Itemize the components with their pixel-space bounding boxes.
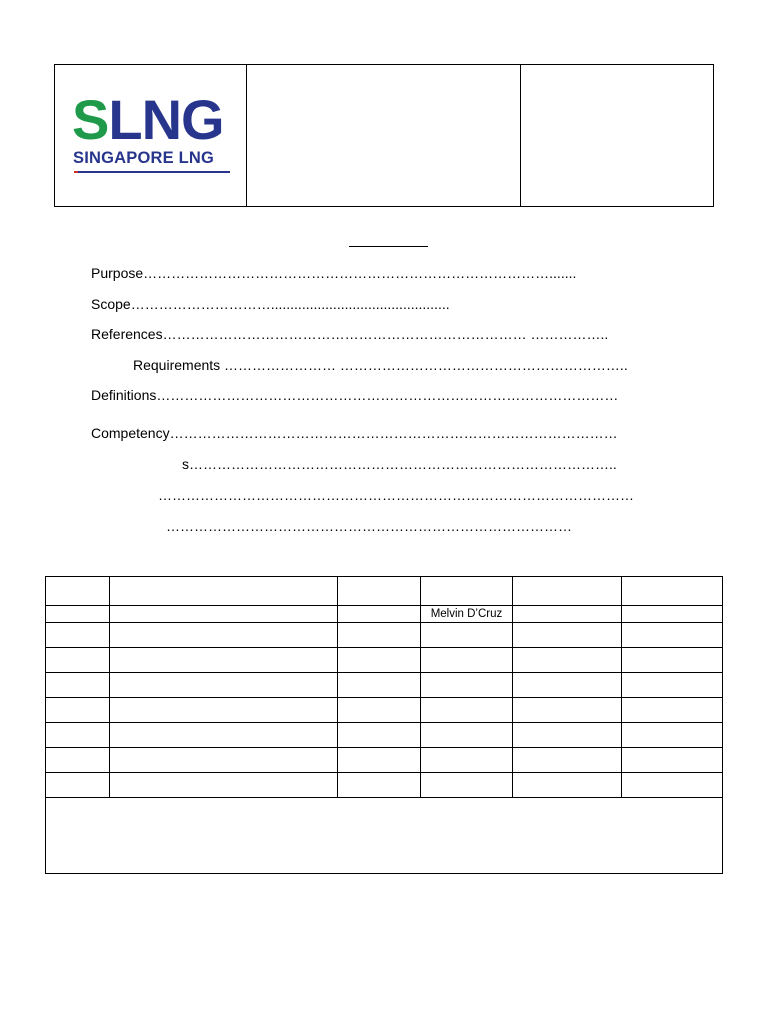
table-cell [338, 577, 421, 606]
table-cell [110, 673, 338, 698]
table-cell [421, 748, 513, 773]
notes-cell [46, 798, 723, 874]
table-cell [513, 773, 622, 798]
table-row [46, 748, 723, 773]
document-header [54, 64, 714, 207]
table-cell [421, 673, 513, 698]
table-cell [622, 673, 723, 698]
toc-definitions: Definitions……………………………………………………………………………………… [91, 387, 619, 403]
table-cell [421, 698, 513, 723]
approver-name-cell: Melvin D’Cruz [421, 606, 513, 623]
table-cell [110, 606, 338, 623]
table-cell [338, 748, 421, 773]
table-cell [421, 623, 513, 648]
table-cell [46, 698, 110, 723]
table-cell [110, 623, 338, 648]
table-row [46, 606, 723, 623]
table-row [46, 577, 723, 606]
table-row [46, 623, 723, 648]
table-cell [46, 606, 110, 623]
table-cell [46, 673, 110, 698]
table-cell [110, 723, 338, 748]
table-footer-row [46, 798, 723, 874]
table-cell [338, 606, 421, 623]
toc-item-blank-2: …………………………………………………………………………… [166, 518, 572, 534]
table-cell [513, 606, 622, 623]
table-cell [622, 748, 723, 773]
toc-purpose: Purpose……………………………………………………………………………....... [91, 265, 577, 281]
table-cell [338, 698, 421, 723]
logo-accent [74, 171, 78, 173]
toc-references: References…………………………………………………………………… …………….. [91, 326, 609, 342]
table-cell [110, 577, 338, 606]
logo-underline [74, 171, 230, 173]
table-cell [513, 623, 622, 648]
table-cell [421, 723, 513, 748]
table-row [46, 723, 723, 748]
toc-scope: Scope………………………….............................................. [91, 296, 450, 312]
table-cell [110, 698, 338, 723]
table-cell [46, 723, 110, 748]
table-row [46, 648, 723, 673]
table-cell [110, 748, 338, 773]
table-cell [46, 648, 110, 673]
table-cell [110, 773, 338, 798]
table-cell [622, 773, 723, 798]
table-row [46, 773, 723, 798]
logo-subtitle: SINGAPORE LNG [73, 149, 215, 167]
table-cell [338, 723, 421, 748]
revision-table [45, 576, 723, 874]
table-cell [513, 698, 622, 723]
table-cell [513, 648, 622, 673]
table-cell [421, 648, 513, 673]
table-cell [622, 723, 723, 748]
table-cell [338, 648, 421, 673]
table-row [46, 698, 723, 723]
table-cell [622, 606, 723, 623]
toc-requirements: Requirements …………………… …………………………………………………….. [133, 357, 628, 373]
table-row [46, 673, 723, 698]
table-cell [421, 577, 513, 606]
table-cell [513, 748, 622, 773]
table-cell [110, 648, 338, 673]
header-info-cell [521, 65, 714, 207]
toc-item-s: s……………………………………………………………………………….. [182, 456, 617, 472]
table-cell [622, 648, 723, 673]
table-cell [46, 577, 110, 606]
toc-competency: Competency…………………………………………………………………………………… [91, 425, 618, 441]
table-cell [46, 623, 110, 648]
header-title-cell [247, 65, 521, 207]
table-cell [513, 577, 622, 606]
table-cell [622, 577, 723, 606]
table-cell [513, 723, 622, 748]
logo-mark: SLNG [72, 88, 224, 151]
slng-logo [55, 65, 247, 206]
table-cell [513, 673, 622, 698]
table-cell [421, 773, 513, 798]
table-cell [622, 623, 723, 648]
toc-item-blank-1: ………………………………………………………………………………………… [158, 487, 634, 503]
table-cell [46, 773, 110, 798]
contents-title-underline [349, 246, 428, 247]
table-cell [338, 773, 421, 798]
table-cell [622, 698, 723, 723]
table-cell [338, 673, 421, 698]
logo-cell [55, 65, 247, 207]
table-cell [338, 623, 421, 648]
table-cell [46, 748, 110, 773]
